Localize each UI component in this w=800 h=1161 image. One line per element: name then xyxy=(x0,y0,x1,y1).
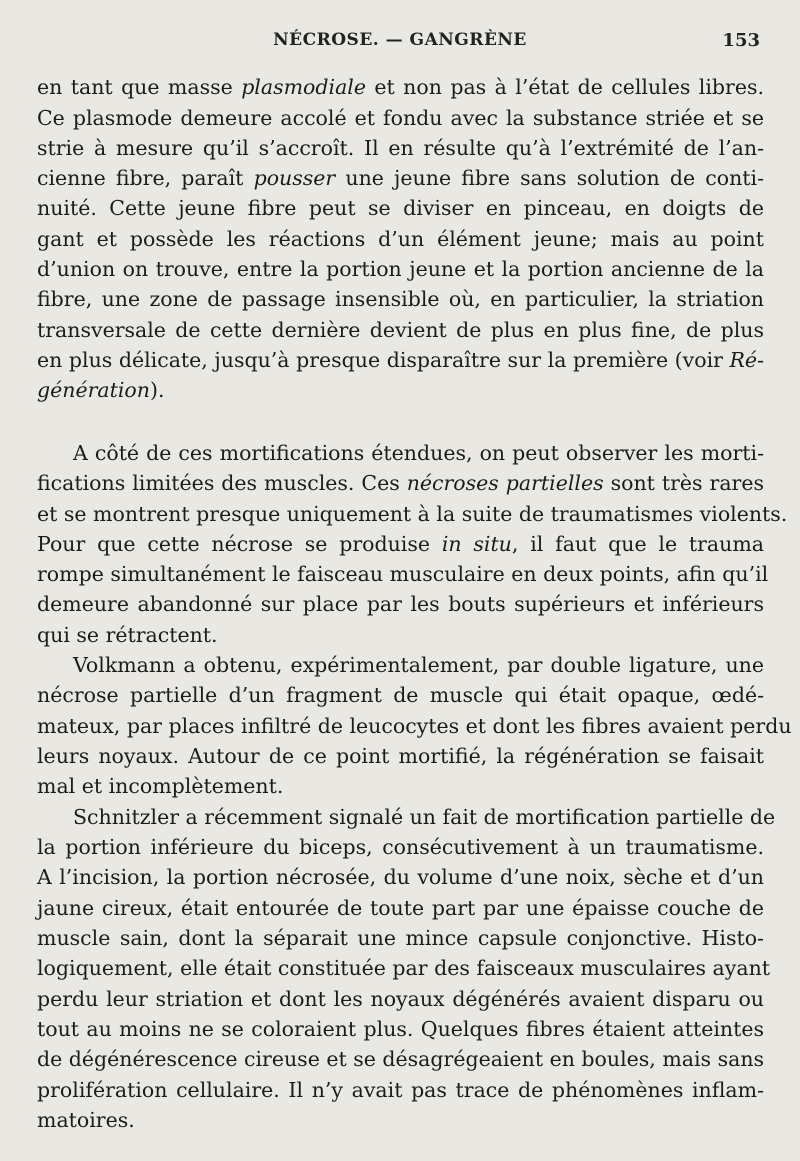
text-run: nuité. Cette jeune fibre peut se diviser en pinceau, en doigts de xyxy=(37,196,764,220)
text-run: transversale de cette dernière devient de plus en plus fine, de plus xyxy=(37,318,764,342)
text-run: Pour que cette nécrose se produise xyxy=(37,532,442,556)
text-line xyxy=(37,832,764,862)
text-run: fibre, une zone de passage insensible où, en particulier, la striation xyxy=(37,287,764,311)
text-run: , il faut que le trauma xyxy=(511,532,765,556)
text-run: nécrose partielle d’un fragment de muscle qui était opaque, œdé- xyxy=(37,683,764,707)
text-run: d’union on trouve, entre la portion jeune et la portion ancienne de la xyxy=(37,257,764,281)
text-line xyxy=(37,72,764,102)
text-run: rompe simultanément le faisceau musculaire en deux points, afin qu’il xyxy=(37,562,769,586)
text-run: jaune cireux, était entourée de toute part par une épaisse couche de xyxy=(37,896,764,920)
text-run: la portion inférieure du biceps, consécutivement à un traumatisme. xyxy=(37,835,764,859)
text-line xyxy=(37,711,792,741)
page-number: 153 xyxy=(722,30,760,51)
text-line xyxy=(37,163,764,193)
text-line xyxy=(37,499,788,529)
text-run: Ce plasmode demeure accolé et fondu avec la substance striée et se xyxy=(37,106,764,130)
text-run: logiquement, elle était constituée par des faisceaux musculaires ayant xyxy=(37,956,771,980)
text-run: tout au moins ne se coloraient plus. Quelques fibres étaient atteintes xyxy=(37,1017,764,1041)
text-line xyxy=(37,529,764,559)
text-run: perdu leur striation et dont les noyaux dégénérés avaient disparu ou xyxy=(37,987,764,1011)
text-line xyxy=(37,893,764,923)
italic-text: plasmodiale xyxy=(241,75,366,99)
running-head xyxy=(0,30,800,58)
text-line xyxy=(37,1105,764,1135)
text-line xyxy=(37,315,764,345)
italic-text: nécroses partielles xyxy=(406,471,604,495)
text-run: sont très rares xyxy=(603,471,764,495)
text-line xyxy=(73,650,764,680)
text-run: Schnitzler a récemment signalé un fait de mortification partielle de xyxy=(73,805,776,829)
text-line xyxy=(37,1075,764,1105)
text-run: prolifération cellulaire. Il n’y avait pas trace de phénomènes inflam- xyxy=(37,1078,764,1102)
text-run: mal et incomplètement. xyxy=(37,774,284,798)
italic-text: Ré- xyxy=(729,348,764,372)
text-line xyxy=(37,620,764,650)
text-line xyxy=(73,802,776,832)
text-line xyxy=(37,284,764,314)
text-line xyxy=(37,680,764,710)
text-line xyxy=(37,589,764,619)
text-line xyxy=(37,1014,764,1044)
text-line xyxy=(37,133,764,163)
text-run: de dégénérescence cireuse et se désagrégeaient en boules, mais sans xyxy=(37,1047,765,1071)
text-line xyxy=(37,375,764,405)
text-run: muscle sain, dont la séparait une mince capsule conjonctive. Histo- xyxy=(37,926,764,950)
text-line xyxy=(37,193,764,223)
text-run: en tant que masse xyxy=(37,75,242,99)
text-run: demeure abandonné sur place par les bouts supérieurs et inférieurs xyxy=(37,592,764,616)
text-run: et non pas à l’état de cellules libres. xyxy=(365,75,764,99)
text-line xyxy=(37,1044,764,1074)
text-line xyxy=(37,984,764,1014)
text-line xyxy=(37,103,764,133)
text-line xyxy=(37,345,764,375)
text-run: matoires. xyxy=(37,1108,135,1132)
text-run: fications limitées des muscles. Ces xyxy=(37,471,407,495)
text-line xyxy=(37,254,764,284)
text-run: ). xyxy=(149,378,165,402)
text-run: et se montrent presque uniquement à la suite de traumatismes violents. xyxy=(37,502,788,526)
text-line xyxy=(37,862,764,892)
text-run: Volkmann a obtenu, expérimentalement, par double ligature, une xyxy=(73,653,764,677)
running-head-title: NÉCROSE. — GANGRÈNE xyxy=(273,30,527,50)
italic-text: pousser xyxy=(253,166,336,190)
text-run: A l’incision, la portion nécrosée, du volume d’une noix, sèche et d’un xyxy=(37,865,764,889)
text-run: gant et possède les réactions d’un élément jeune; mais au point xyxy=(37,227,764,251)
text-line xyxy=(37,923,764,953)
text-run: A côté de ces mortifications étendues, on peut observer les morti- xyxy=(73,441,764,465)
text-run: qui se rétractent. xyxy=(37,623,218,647)
text-line xyxy=(37,559,769,589)
text-run: cienne fibre, paraît xyxy=(37,166,254,190)
text-run: strie à mesure qu’il s’accroît. Il en résulte qu’à l’extrémité de l’an- xyxy=(37,136,764,160)
text-run: leurs noyaux. Autour de ce point mortifié, la régénération se faisait xyxy=(37,744,764,768)
text-line xyxy=(73,438,764,468)
italic-text: in situ xyxy=(441,532,512,556)
text-line xyxy=(37,741,764,771)
text-run: mateux, par places infiltré de leucocytes et dont les fibres avaient perdu xyxy=(37,714,792,738)
text-run: en plus délicate, jusqu’à presque disparaître sur la première (voir xyxy=(37,348,730,372)
text-line xyxy=(37,224,764,254)
text-line xyxy=(37,771,764,801)
italic-text: génération xyxy=(37,378,150,402)
text-run: une jeune fibre sans solution de conti- xyxy=(335,166,764,190)
text-line xyxy=(37,468,764,498)
text-line xyxy=(37,953,771,983)
